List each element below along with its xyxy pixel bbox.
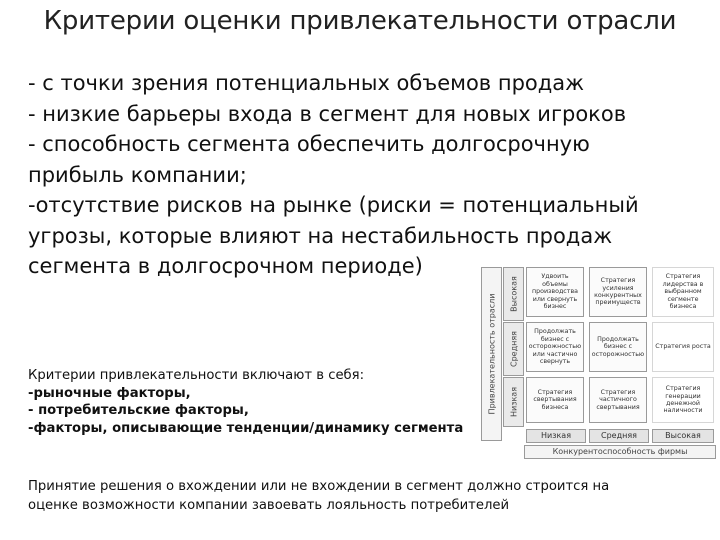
matrix-cell: Удвоить объемы производства или свернуть бизнес [526,267,584,317]
y-axis-caption [481,267,502,441]
attractiveness-criteria-list [28,68,708,282]
column-label-high: Высокая [652,429,714,443]
bullet-line: прибыль компании; [28,162,247,187]
bullet-line: сегмента в долгосрочном периоде) [28,254,423,278]
column-label-low: Низкая [526,429,586,443]
row-label-low [503,377,524,427]
x-axis-title: Конкурентоспособность фирмы [524,445,716,459]
matrix-cell: Стратегия свертывания бизнеса [526,377,584,423]
column-label-medium: Средняя [589,429,649,443]
y-axis-title: Привлекательность отрасли [487,293,496,415]
matrix-cell: Стратегия усиления конкурентных преимуществ [589,267,647,317]
criteria-factors [28,367,488,437]
matrix-cell: Продолжать бизнес с осторожностью [589,322,647,372]
matrix-cell: Стратегия роста [652,322,714,372]
matrix-cell: Стратегия генерации денежной наличности [652,377,714,423]
row-label-text: Высокая [509,276,518,312]
row-label-text: Средняя [509,331,518,367]
decision-note [28,477,708,515]
criteria-intro: Критерии привлекательности включают в себя: [28,368,365,383]
strategy-matrix [472,262,717,462]
slide-title: Критерии оценки привлекательности отрасли [43,6,677,36]
decision-line: Принятие решения о вхождении или не вхождении в сегмент должно строится на [28,479,610,494]
row-label-text: Низкая [509,386,518,418]
row-label-high [503,267,524,321]
decision-line: оценке возможности компании завоевать лояльность потребителей [28,498,510,513]
criteria-item: -рыночные факторы, [28,385,191,401]
matrix-cell: Стратегия лидерства в выбранном сегменте бизнеса [652,267,714,317]
bullet-line: -отсутствие рисков на рынке (риски = потенциальный [28,193,639,217]
bullet-line: - с точки зрения потенциальных объемов продаж [28,71,585,95]
bullet-line: - низкие барьеры входа в сегмент для новых игроков [28,101,627,126]
bullet-line: угрозы, которые влияют на нестабильность продаж [28,223,613,248]
matrix-cell: Стратегия частичного свертывания [589,377,647,423]
bullet-line: - способность сегмента обеспечить долгосрочную [28,132,590,156]
criteria-item: - потребительские факторы, [28,403,249,418]
row-label-medium [503,322,524,376]
criteria-item: -факторы, описывающие тенденции/динамику сегмента [28,420,464,436]
matrix-cell: Продолжать бизнес с осторожностью или частично свернуть [526,322,584,372]
